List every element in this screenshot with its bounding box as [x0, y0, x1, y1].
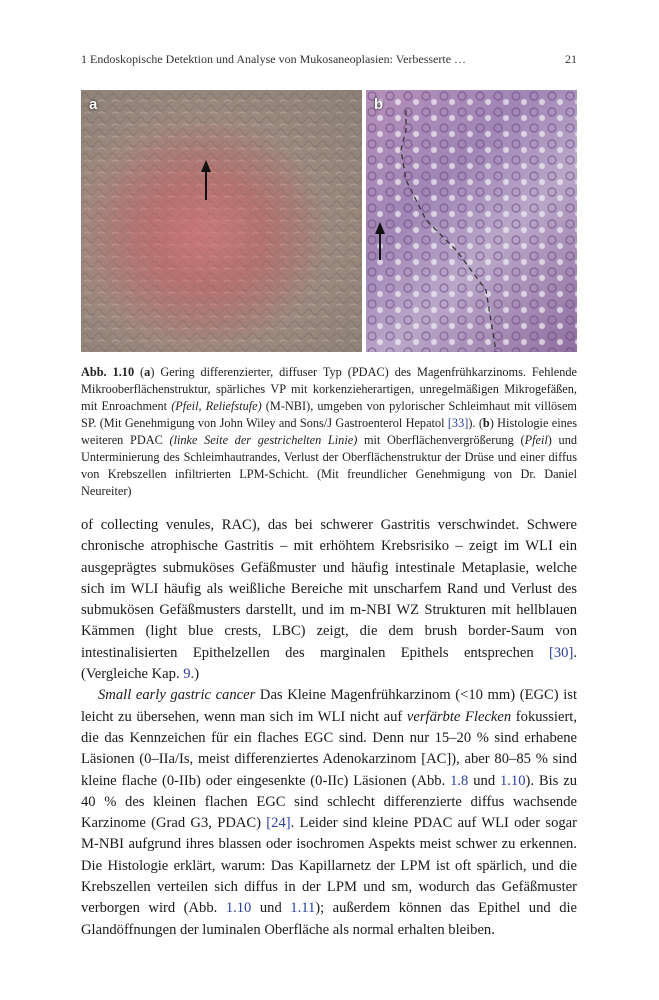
endoscopy-image-panel-a	[81, 90, 362, 352]
paragraph-italic: verfärbte Flecken	[406, 708, 512, 725]
caption-text: (M-NBI), umgeben von pylorischer Schleimhaut mit villösem SP. (Mit Genehmigung von John Wiley and Sons/J Gastroenterol Hepatol	[81, 399, 577, 430]
caption-italic: (linke Seite der gestrichelten Linie)	[169, 433, 358, 447]
figure-link[interactable]: 1.10	[499, 772, 526, 789]
panel-label-a: a	[89, 96, 98, 113]
figure-1-10	[81, 90, 577, 352]
paragraph-text: Das Kleine Magenfrühkarzinom (<10 mm) (EGC) ist leicht zu übersehen, wenn man sich im WLI nicht auf	[81, 687, 578, 725]
histology-image-b	[366, 90, 577, 352]
paragraph-text: fokussiert, die das Kennzeichen für ein flaches EGC sind. Denn nur 15–20 % sind erhabene Läsionen (0–IIa/Is, meist differenziertes Adenokarzinom [AC]), aber 80–85 % sind kleine flache (0-IIb) oder eingesenkte (0-IIc) Läsionen (Abb.	[81, 708, 578, 789]
histology-image-panel-b	[366, 90, 577, 352]
caption-text: mit Oberflächenvergrößerung (	[357, 433, 525, 447]
caption-text: (	[134, 365, 145, 379]
caption-text: ) Gering differenzierter, diffuser Typ (PDAC) des Magenfrühkarzinoms. Fehlende Mikrooberflächenstruktur, spärliches VP mit korkenzieherartigen, unregelmäßigen Mikrogefäßen, mit Enroachment	[81, 365, 577, 413]
chapter-link[interactable]: 9.	[183, 666, 195, 683]
figure-link[interactable]: 1.8	[450, 772, 469, 789]
paragraph-text: ). Bis zu 40 % des kleinen flachen EGC sind schlecht differenzierte diffus wachsende Karzinome (Grad G3, PDAC)	[81, 772, 577, 832]
endoscopy-image-a	[81, 90, 362, 352]
caption-italic: Pfeil	[524, 433, 548, 447]
caption-italic: (Pfeil, Reliefstufe)	[171, 399, 262, 413]
figure-link[interactable]: 1.10	[225, 900, 252, 917]
paragraph-1	[81, 515, 577, 685]
figure-caption	[81, 364, 577, 500]
paragraph-text: of collecting venules, RAC), das bei schwerer Gastritis verschwindet. Schwere chronische atrophische Gastritis – mit erhöhtem Krebsrisiko – zeigt im WLI ein ausgeprägtes submuköses Gefäßmuster und häufig intestinale Metaplasie, welche sich im WLI häufig als weißliche Bereiche mit unscharfem Rand und Verlust des submukösen Gefäßmusters darstellt, und im m-NBI WZ Strukturen mit hellblauen Kämmen (light blue crests, LBC) zeigt, die dem brush border-Saum von intestinalisierten Epithelzellen des marginalen Epithels entsprechen	[81, 517, 577, 661]
caption-text: ) Histologie eines weiteren PDAC	[81, 416, 577, 447]
paragraph-text: ); außerdem können das Epithel und die Glandöffnungen der luminalen Oberfläche als normal erhalten bleiben.	[81, 900, 578, 938]
caption-panel-b-ref: b	[482, 416, 490, 430]
paragraph-text: und	[468, 772, 500, 789]
caption-label: Abb. 1.10	[81, 365, 135, 379]
caption-text: ) und Unterminierung des Schleimhautrandes, Verlust der Oberflächenstruktur der Drüse und einer diffus von Krebszellen infiltrierten LPM-Schicht. (Mit freundlicher Genehmigung von Dr. Daniel Neureiter)	[81, 433, 578, 498]
paragraph-text: und	[251, 900, 291, 917]
paragraph-heading: Small early gastric cancer	[98, 687, 256, 704]
paragraph-text: . Leider sind kleine PDAC auf WLI oder sogar M-NBI aufgrund ihres blassen oder isochromen Aspekts meist schwer zu erkennen. Die Histologie erklärt, warum: Das Kapillarnetz der LPM ist oft spärlich, und die Krebszellen verteilen sich diffus in der LPM und sm, wodurch das Gefäßmuster verborgen wird (Abb.	[81, 815, 577, 917]
figure-link[interactable]: 1.11	[290, 900, 316, 917]
citation-link[interactable]: [30]	[549, 644, 574, 661]
caption-panel-a-ref: a	[144, 365, 151, 379]
panel-label-b: b	[374, 96, 384, 113]
paragraph-2	[81, 685, 577, 941]
chapter-title: 1 Endoskopische Detektion und Analyse von Mukosaneoplasien: Verbesserte …	[81, 52, 467, 66]
paragraph-text: . (Vergleiche Kap.	[81, 644, 577, 683]
citation-link[interactable]: [24]	[266, 815, 291, 832]
paragraph-text: )	[194, 666, 200, 683]
page-number: 21	[565, 52, 577, 66]
citation-link[interactable]: [33]	[447, 416, 469, 430]
body-text	[81, 515, 577, 941]
caption-text: ). (	[468, 416, 483, 430]
